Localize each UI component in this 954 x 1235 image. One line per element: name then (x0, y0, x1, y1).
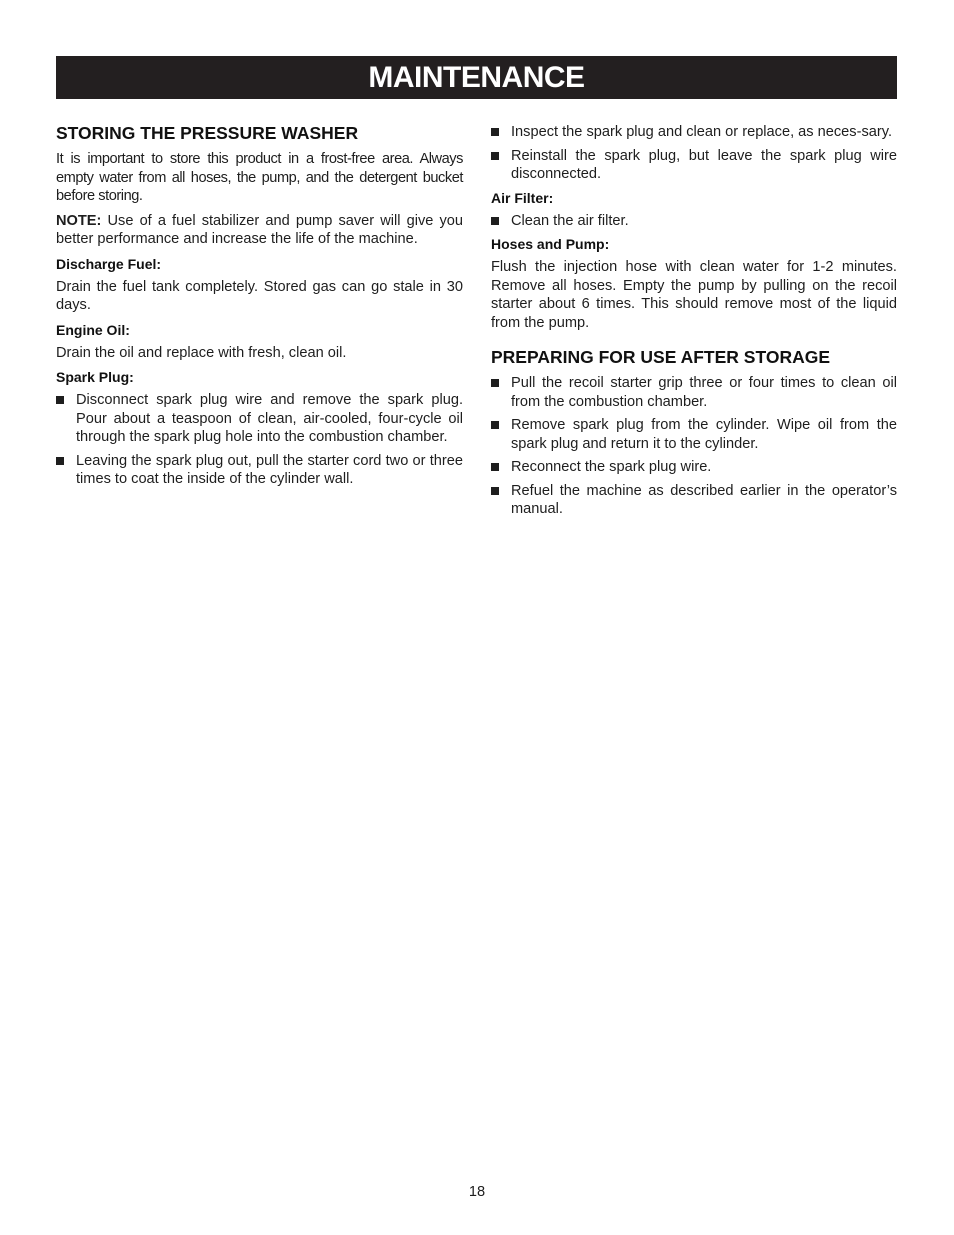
spark-plug-list-continued (491, 123, 897, 184)
list-item (491, 147, 897, 184)
list-item-text: Leaving the spark plug out, pull the starter cord two or three times to coat the inside of the cylinder wall. (76, 452, 463, 487)
square-bullet-icon (56, 457, 64, 465)
square-bullet-icon (491, 421, 499, 429)
spark-plug-heading: Spark Plug: (56, 369, 134, 385)
list-item-text: Disconnect spark plug wire and remove the spark plug. Pour about a teaspoon of clean, air-cooled, four-cycle oil through the spark plug hole into the combustion chamber. (76, 392, 463, 445)
air-filter-list (491, 212, 897, 231)
left-column (56, 122, 463, 494)
list-item (491, 458, 897, 477)
list-item-text: Reconnect the spark plug wire. (511, 459, 712, 475)
hoses-pump-heading: Hoses and Pump: (491, 236, 610, 252)
square-bullet-icon (491, 152, 499, 160)
air-filter-heading: Air Filter: (491, 189, 554, 206)
list-item-text: Remove spark plug from the cylinder. Wipe oil from the spark plug and return it to the cylinder. (511, 417, 897, 452)
spark-plug-list (56, 391, 463, 489)
list-item-text: Inspect the spark plug and clean or replace, as neces-sary. (511, 124, 892, 140)
preparing-heading: PREPARING FOR USE AFTER STORAGE (491, 347, 831, 367)
square-bullet-icon (491, 379, 499, 387)
note-text: Use of a fuel stabilizer and pump saver will give you better performance and increase the life of the machine. (56, 212, 463, 247)
list-item (491, 123, 897, 142)
square-bullet-icon (491, 463, 499, 471)
note-paragraph (56, 212, 463, 249)
square-bullet-icon (491, 487, 499, 495)
note-label: NOTE: (56, 212, 102, 229)
list-item-text: Reinstall the spark plug, but leave the spark plug wire disconnected. (511, 147, 897, 182)
engine-oil-text: Drain the oil and replace with fresh, clean oil. (56, 344, 347, 361)
hoses-pump-text: Flush the injection hose with clean water for 1-2 minutes. Remove all hoses. Empty the pump by pulling on the recoil starter about 6 times. This should remove most of the liquid from the pump. (491, 259, 897, 331)
square-bullet-icon (491, 128, 499, 136)
list-item-text: Refuel the machine as described earlier in the operator’s manual. (511, 482, 897, 517)
list-item (56, 452, 463, 489)
list-item (491, 374, 897, 411)
list-item (56, 391, 463, 447)
list-item-text: Clean the air filter. (511, 212, 629, 229)
discharge-fuel-heading: Discharge Fuel: (56, 255, 162, 272)
storing-heading: STORING THE PRESSURE WASHER (56, 123, 359, 143)
page-number: 18 (468, 1184, 486, 1200)
list-item (491, 482, 897, 519)
engine-oil-heading: Engine Oil: (56, 321, 130, 338)
page-banner (56, 56, 897, 99)
list-item (491, 416, 897, 453)
discharge-fuel-text: Drain the fuel tank completely. Stored gas can go stale in 30 days. (56, 278, 463, 313)
square-bullet-icon (56, 396, 64, 404)
square-bullet-icon (491, 217, 499, 225)
preparing-list (491, 374, 897, 519)
banner-title: MAINTENANCE (368, 61, 585, 94)
list-item-text: Pull the recoil starter grip three or four times to clean oil from the combustion chamber. (511, 375, 897, 410)
right-column (491, 123, 897, 524)
list-item (491, 212, 897, 231)
storing-intro: It is important to store this product in a frost-free area. Always empty water from all hoses, the pump, and the detergent bucket before storing. (56, 151, 463, 204)
